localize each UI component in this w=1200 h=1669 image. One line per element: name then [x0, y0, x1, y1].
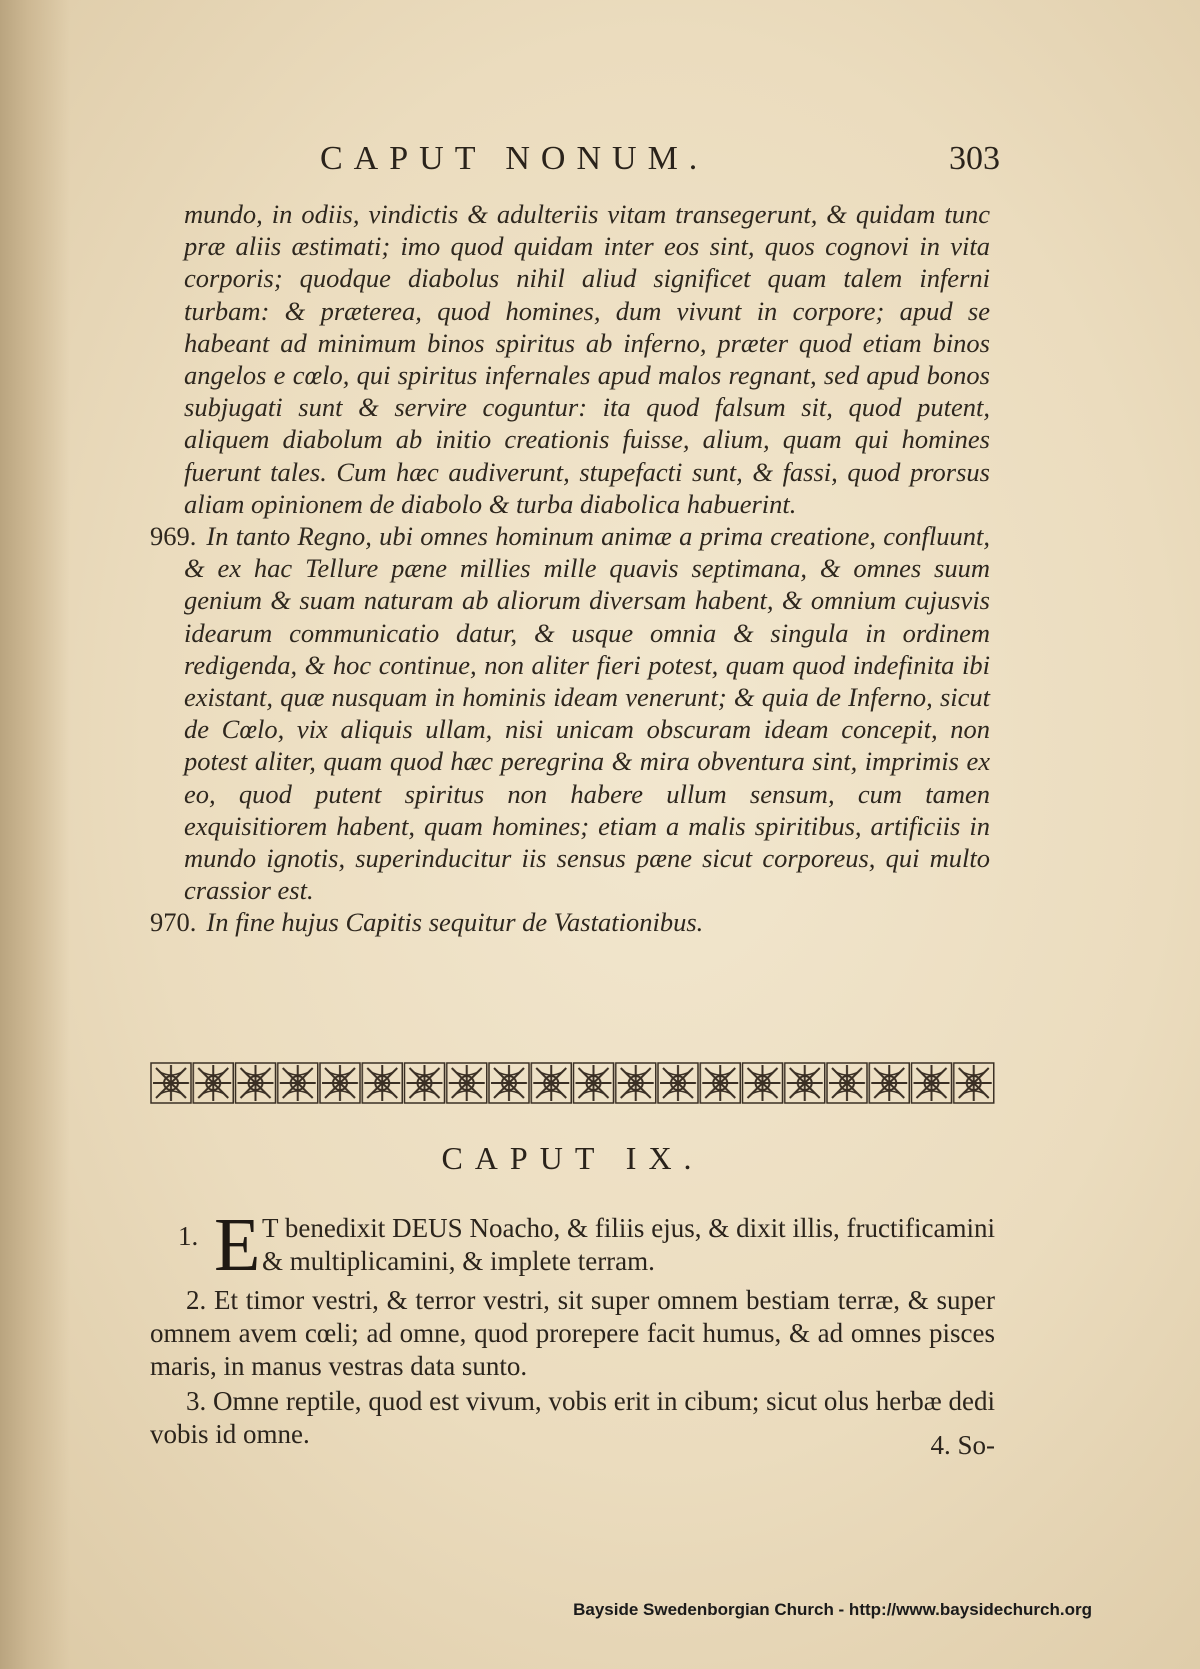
paragraph-970 [150, 906, 990, 938]
verse-text: T benedixit DEUS Noacho, & filiis ejus, & dixit illis, fructificamini & multiplicamini, & implete terram. [262, 1213, 995, 1276]
chapter-title: CAPUT IX. [441, 1140, 704, 1176]
page-number: 303 [949, 140, 1000, 177]
paragraph-969 [150, 520, 990, 906]
commentary-block [150, 198, 990, 939]
paragraph-text: In fine hujus Capitis sequitur de Vastationibus. [206, 907, 704, 938]
verse-1 [150, 1203, 995, 1287]
running-head [150, 138, 1000, 188]
verse-3: 3. Omne reptile, quod est vivum, vobis erit in cibum; sicut olus herbæ dedi vobis id omne. [150, 1386, 995, 1449]
drop-capital: E [214, 1203, 261, 1287]
verse-number: 1. [178, 1221, 199, 1251]
page-gutter-shadow [0, 0, 70, 1669]
running-title: CAPUT NONUM. [320, 140, 709, 177]
paragraph-number: 969. [150, 521, 197, 552]
paragraph-number: 970. [150, 907, 197, 938]
catchword: 4. So- [930, 1430, 995, 1460]
scripture-verses [150, 1203, 995, 1453]
source-watermark: Bayside Swedenborgian Church - http://www.baysidechurch.org [573, 1600, 1092, 1619]
ornamental-band [150, 1060, 995, 1106]
verse-2: 2. Et timor vestri, & terror vestri, sit super omnem bestiam terræ, & super omnem avem cœli; ad omne, quod prorepere facit humus, & ad omnes pisces maris, in manus vestras data sunto. [150, 1285, 995, 1381]
paragraph-text: In tanto Regno, ubi omnes hominum animæ a prima creatione, confluunt, & ex hac Tellure pæne millies mille quavis septimana, & omnes suum genium & suam naturam ab aliorum diversam habent, & omnium cujusvis idearum communicatio datur, & usque omnia & singula in ordinem redigenda, & hoc continue, non aliter fieri potest, quam quod indefinita ibi existant, quæ nusquam in hominis ideam venerunt; & quia de Inferno, sicut de Cœlo, vix aliquis ullam, nisi unicam obscuram ideam concepit, non potest aliter, quam quod hæc peregrina & mira obventura sint, imprimis ex eo, quod putent spiritus non habere ullum sensum, cum tamen exquisitiorem habent, quam homines; etiam a malis spiritibus, artificiis in mundo ignotis, superinducitur iis sensus pæne sicut corporeus, qui multo crassior est. [184, 521, 990, 906]
commentary-continuation: mundo, in odiis, vindictis & adulteriis vitam transegerunt, & quidam tunc præ aliis æstimati; imo quod quidam inter eos sint, quos cognovi in vita corporis; quodque diabolus nihil aliud significet quam talem inferni turbam: & præterea, quod homines, dum vivunt in corpore; apud se habeant ad minimum binos spiritus ab inferno, præter quod etiam binos angelos e cœlo, qui spiritus infernales apud malos regnant, sed apud bonos subjugati sunt & servire coguntur: ita quod falsum sit, quod putent, aliquem diabolum ab initio creationis fuisse, alium, quam qui homines fuerunt tales. Cum hæc audiverunt, stupefacti sunt, & fassi, quod prorsus aliam opinionem de diabolo & turba diabolica habuerint. [184, 199, 990, 519]
